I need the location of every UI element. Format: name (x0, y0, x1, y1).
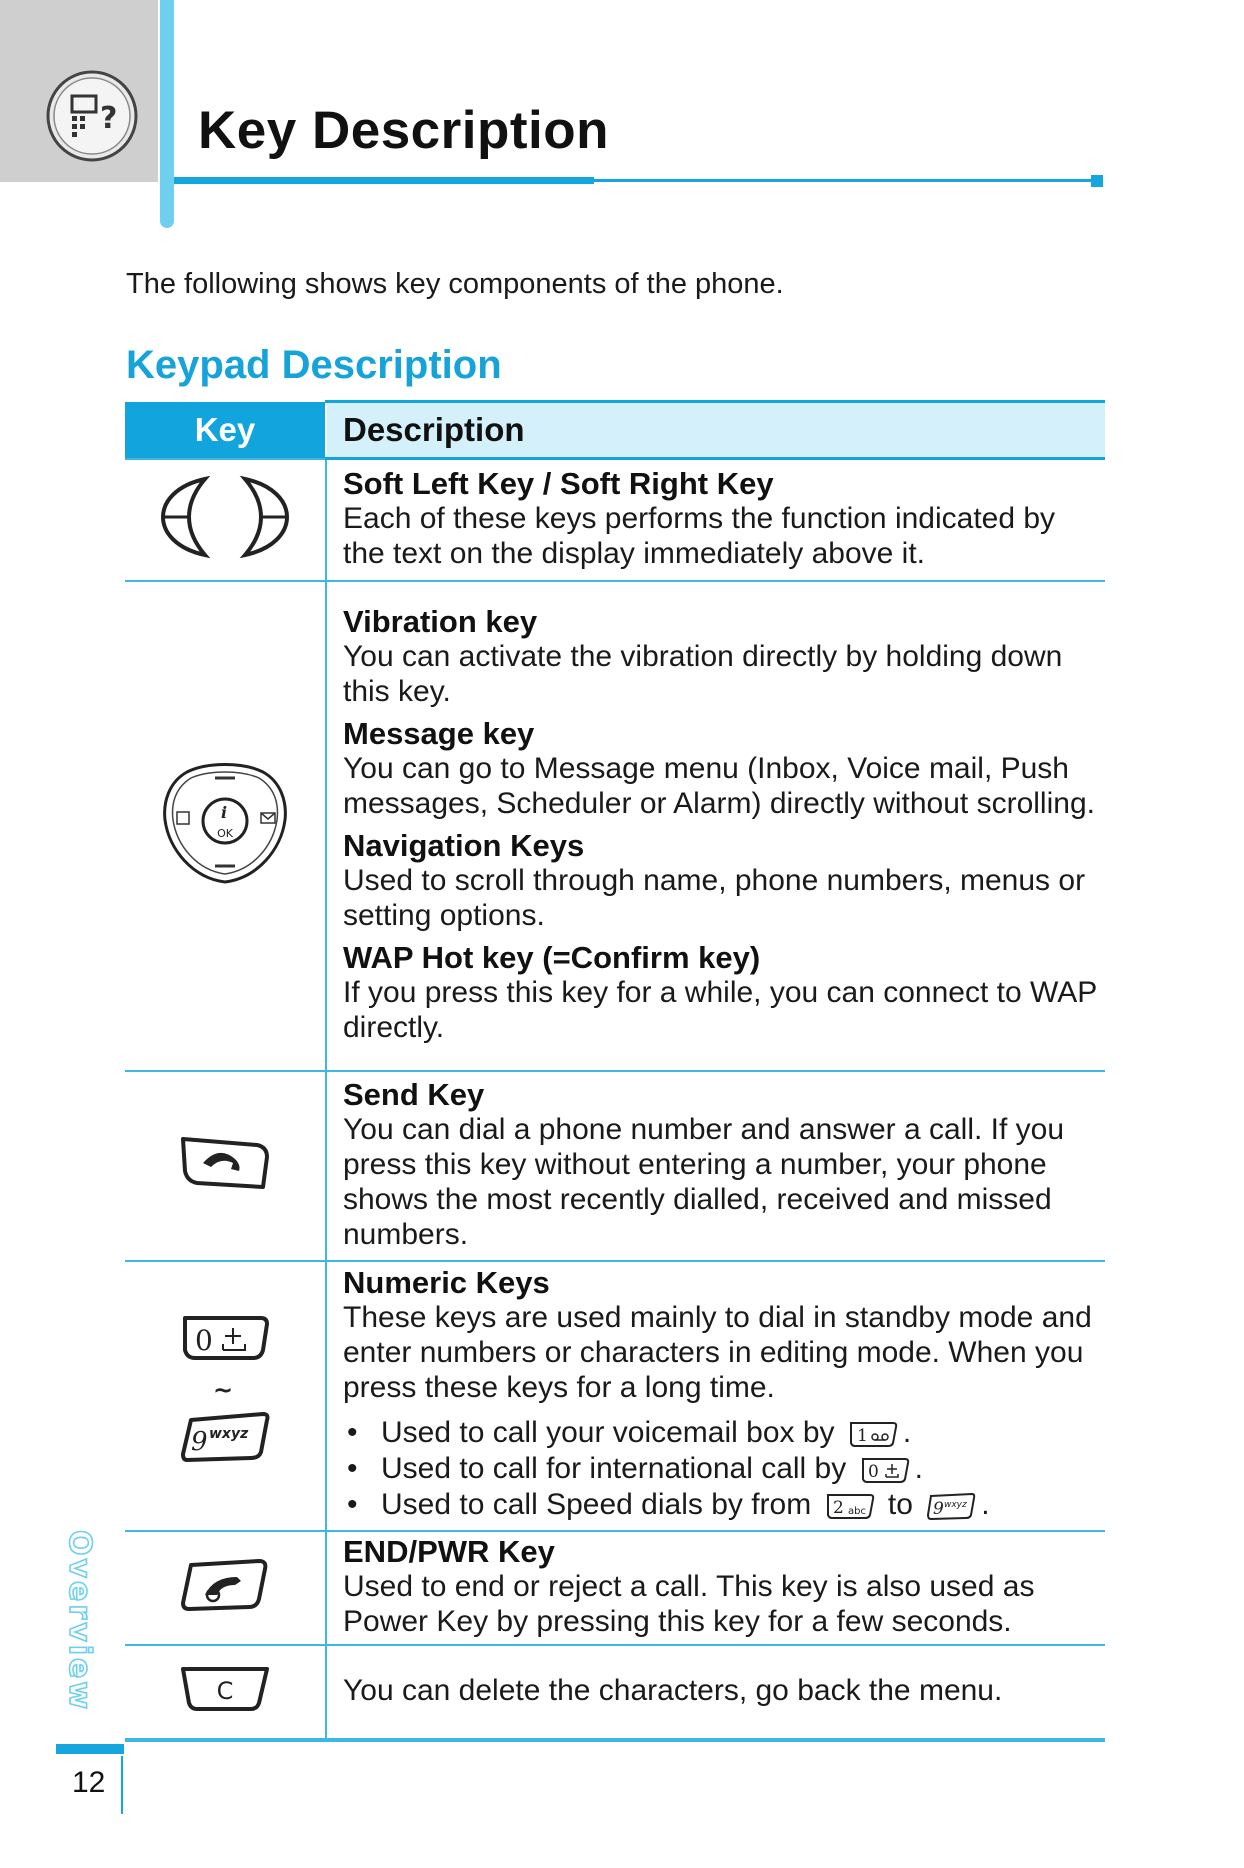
nine-letters: wxyz (209, 1426, 249, 1442)
side-section-label (58, 1528, 98, 1738)
table-row (125, 1645, 1105, 1740)
entry-title: Navigation Keys (343, 827, 585, 863)
soft-keys-icon (145, 471, 305, 563)
key-cell (125, 581, 326, 1071)
key-cell (125, 459, 326, 581)
entry (343, 829, 1105, 933)
entry (343, 467, 1105, 571)
two-key-icon (824, 1491, 876, 1521)
navigation-pad-icon (157, 758, 293, 888)
bullet-end: . (902, 1416, 912, 1449)
entry (343, 717, 1105, 821)
entry (343, 1266, 1105, 1405)
table-row (125, 459, 1105, 581)
entry-text: Used to scroll through name, phone numbers, menus or setting options. (343, 863, 1086, 932)
bullet-end: . (981, 1488, 990, 1521)
tilde-mark: ~ (212, 1376, 234, 1404)
clear-key-icon (177, 1663, 273, 1715)
key-column-header: Key (125, 402, 326, 459)
entry (343, 605, 1105, 709)
entry-text: You can go to Message menu (Inbox, Voice mail, Push messages, Scheduler or Alarm) directly without scrolling. (343, 751, 1095, 820)
mini-nine-digit: 9 (933, 1499, 945, 1520)
entry-title: END/PWR Key (343, 1533, 555, 1569)
page-number: 12 (72, 1766, 106, 1799)
key-cell (125, 1645, 326, 1740)
bullet-text: Used to call Speed dials by from (381, 1488, 812, 1521)
entry-text: Used to end or reject a call. This key is also used as Power Key by pressing this key for a few seconds. (343, 1569, 1035, 1638)
entry (343, 941, 1105, 1045)
key-cell (125, 1531, 326, 1645)
description-cell (326, 1645, 1105, 1740)
description-cell (326, 1531, 1105, 1645)
bullet-text: Used to call for international call by (381, 1452, 847, 1485)
numeric-keys-icon (175, 1308, 275, 1478)
nine-key-icon (925, 1491, 977, 1521)
mini-zero-digit: 0 (867, 1462, 879, 1483)
entry-title: Soft Left Key / Soft Right Key (343, 465, 774, 501)
clear-key-label: C (216, 1677, 234, 1705)
table-row (125, 1261, 1105, 1531)
entry (343, 1673, 1105, 1708)
table-row (125, 1071, 1105, 1261)
entry-text: You can delete the characters, go back the menu. (343, 1674, 1003, 1707)
bullet-middle: to (887, 1488, 913, 1521)
title-rule (594, 179, 1092, 182)
entry-text: These keys are used mainly to dial in standby mode and enter numbers or characters in editing mode. When you press these keys for a long time. (343, 1301, 1092, 1404)
title-rule-end (1091, 175, 1103, 187)
key-cell (125, 1071, 326, 1261)
description-cell (326, 581, 1105, 1071)
entry (343, 1078, 1105, 1252)
keypad-table (125, 400, 1105, 1742)
mini-nine-letters: wxyz (944, 1500, 968, 1511)
description-column-header: Description (326, 402, 1105, 459)
table-header-row (125, 402, 1105, 459)
zero-digit: 0 (195, 1324, 213, 1357)
entry (343, 1535, 1105, 1639)
table-row (125, 1531, 1105, 1645)
entry-title: Vibration key (343, 603, 538, 639)
title-underline (174, 177, 594, 184)
mini-one-digit: 1 (856, 1426, 868, 1447)
overview-label: Overview (62, 1530, 97, 1713)
list-item (343, 1487, 1105, 1523)
page-number-divider (121, 1756, 123, 1814)
page-number-rule (56, 1744, 124, 1754)
description-cell (326, 1261, 1105, 1531)
key-cell (125, 1261, 326, 1531)
entry-text: If you press this key for a while, you can connect to WAP directly. (343, 975, 1097, 1044)
intro-text: The following shows key components of the phone. (126, 268, 784, 300)
list-item (343, 1415, 1105, 1451)
page-title: Key Description (198, 101, 610, 160)
entry-text: You can activate the vibration directly by holding down this key. (343, 639, 1063, 708)
entry-title: Message key (343, 715, 535, 751)
phone-help-icon (44, 68, 140, 164)
header-vertical-bar (160, 0, 174, 228)
description-cell (326, 459, 1105, 581)
entry-title: Numeric Keys (343, 1265, 550, 1300)
section-title: Keypad Description (126, 343, 502, 387)
nine-digit: 9 (191, 1427, 208, 1457)
mini-two-letters: abc (847, 1506, 866, 1518)
mini-two-digit: 2 (832, 1498, 844, 1519)
entry-text: You can dial a phone number and answer a call. If you press this key without entering a number, your phone shows the most recently dialled, received and missed numbers. (343, 1112, 1065, 1251)
voicemail-key-icon (847, 1419, 899, 1449)
send-key-icon (175, 1131, 275, 1195)
bullet-end: . (914, 1452, 923, 1485)
entry-title: WAP Hot key (=Confirm key) (343, 939, 761, 975)
bullet-list (343, 1415, 1105, 1523)
description-cell (326, 1071, 1105, 1261)
ok-label: OK (217, 827, 233, 840)
svg-text:?: ? (100, 101, 118, 136)
svg-text:i: i (221, 803, 228, 822)
entry-text: Each of these keys performs the function indicated by the text on the display immediately above it. (343, 501, 1056, 570)
zero-key-icon (859, 1455, 911, 1485)
bullet-text: Used to call your voicemail box by (381, 1416, 835, 1449)
list-item (343, 1451, 1105, 1487)
table-row (125, 581, 1105, 1071)
entry-title: Send Key (343, 1076, 485, 1112)
end-power-key-icon (177, 1555, 273, 1615)
